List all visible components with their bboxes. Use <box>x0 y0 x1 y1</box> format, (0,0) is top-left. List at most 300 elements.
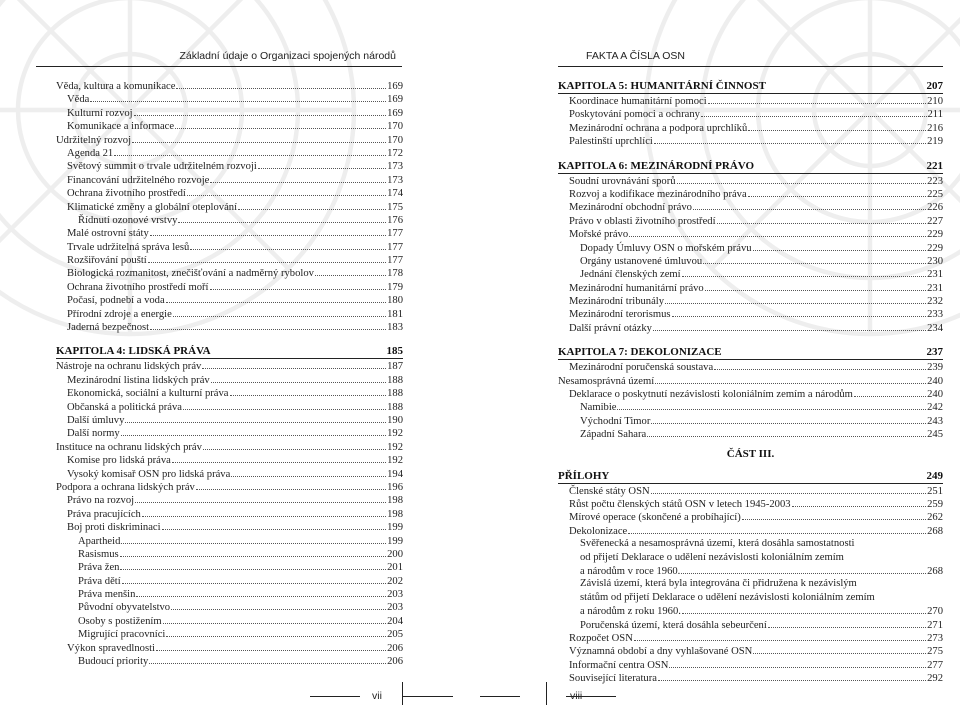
dot-leader <box>701 107 927 117</box>
entry-page: 277 <box>927 659 943 671</box>
toc-entry[interactable] <box>56 520 403 533</box>
entry-text: Výkon spravedlnosti <box>67 642 155 654</box>
dot-leader <box>703 254 926 264</box>
entry-text: Deklarace o poskytnutí nezávislosti koloniálním zemím a národům <box>569 389 853 401</box>
entry-text: Občanská a politická práva <box>67 401 183 413</box>
dot-leader <box>705 281 926 291</box>
dot-leader <box>854 387 926 397</box>
toc-entry[interactable] <box>558 241 943 254</box>
toc-entry[interactable] <box>56 600 403 613</box>
dot-leader <box>90 92 386 102</box>
dot-leader <box>149 654 386 664</box>
entry-text: Počasí, podnebí a voda <box>67 295 165 307</box>
entry-text: Rozpočet OSN <box>569 632 633 644</box>
header-rule <box>558 66 943 67</box>
toc-section <box>56 359 403 667</box>
toc-entry[interactable] <box>56 627 403 640</box>
chapter-heading[interactable] <box>56 344 403 359</box>
toc-entry[interactable] <box>56 106 403 119</box>
entry-text: Mezinárodní terorismus <box>569 309 671 321</box>
entry-text: Rasismus <box>78 548 119 560</box>
dot-leader <box>173 307 386 317</box>
spacer <box>56 333 403 344</box>
toc-entry[interactable] <box>56 359 403 372</box>
dot-leader <box>166 627 386 637</box>
chapter-title: KAPITOLA 4: LIDSKÁ PRÁVA <box>56 345 211 358</box>
entry-text: Ochrana životního prostředí moří <box>67 281 209 293</box>
dot-leader <box>175 119 386 129</box>
toc-entry[interactable] <box>558 94 943 107</box>
entry-page: 172 <box>387 147 403 159</box>
dot-leader <box>183 400 386 410</box>
entry-page: 188 <box>387 401 403 413</box>
entry-text: Trvale udržitelná správa lesů <box>67 241 190 253</box>
running-head: FAKTA A ČÍSLA OSN <box>586 50 686 62</box>
entry-page: 232 <box>927 296 943 308</box>
entry-page: 187 <box>387 361 403 373</box>
entry-page: 268 <box>927 565 943 577</box>
toc-entry[interactable] <box>558 187 943 200</box>
dot-leader <box>187 186 386 196</box>
crop-mark <box>402 682 403 705</box>
toc-entry[interactable] <box>558 254 943 267</box>
toc-entry[interactable] <box>56 240 403 253</box>
entry-page: 229 <box>927 242 943 254</box>
dot-leader <box>658 671 926 681</box>
toc-entry[interactable] <box>558 631 943 644</box>
toc-entry[interactable] <box>56 79 403 92</box>
toc-entry[interactable] <box>558 618 943 631</box>
dot-leader <box>122 574 386 584</box>
entry-text: Členské státy OSN <box>569 485 650 497</box>
entry-text: Kulturní rozvoj <box>67 107 133 119</box>
entry-page: 169 <box>387 94 403 106</box>
toc-entry[interactable] <box>558 321 943 334</box>
running-head: Základní údaje o Organizaci spojených národů <box>179 50 396 62</box>
entry-page: 239 <box>927 362 943 374</box>
dot-leader <box>634 631 926 641</box>
dot-leader <box>677 174 927 184</box>
entry-page: 170 <box>387 134 403 146</box>
dot-leader <box>315 266 386 276</box>
entry-text: Přírodní zdroje a energie <box>67 308 172 320</box>
entry-page: 203 <box>387 589 403 601</box>
entry-page: 199 <box>387 522 403 534</box>
dot-leader <box>647 427 926 437</box>
toc-entry[interactable] <box>558 307 943 320</box>
toc-entry[interactable] <box>56 413 403 426</box>
entry-page: 170 <box>387 121 403 133</box>
toc-entry-multiline[interactable] <box>558 537 943 577</box>
dot-leader <box>121 534 386 544</box>
entry-text: Namibie <box>580 402 617 414</box>
chapter-heading[interactable] <box>558 159 943 174</box>
entry-text: Informační centra OSN <box>569 659 669 671</box>
dot-leader <box>148 253 386 263</box>
toc-entry[interactable] <box>56 574 403 587</box>
entry-page: 169 <box>387 107 403 119</box>
toc-entry[interactable] <box>56 614 403 627</box>
entry-page: 204 <box>387 615 403 627</box>
entry-page: 240 <box>927 389 943 401</box>
entry-text: Práva menšin <box>78 589 136 601</box>
dot-leader <box>628 524 926 534</box>
toc-entry[interactable] <box>558 107 943 120</box>
toc-entry[interactable] <box>558 414 943 427</box>
chapter-title: KAPITOLA 6: MEZINÁRODNÍ PRÁVO <box>558 159 755 172</box>
entry-text: Palestinští uprchlíci <box>569 136 653 148</box>
entry-text: Mezinárodní humanitární právo <box>569 282 704 294</box>
entry-page: 233 <box>927 309 943 321</box>
entry-text: Komunikace a informace <box>67 121 175 133</box>
dot-leader <box>753 644 926 654</box>
entry-text: Podpora a ochrana lidských práv <box>56 481 195 493</box>
entry-page: 177 <box>387 228 403 240</box>
entry-page: 210 <box>927 96 943 107</box>
entry-text: státům od přijetí Deklarace o udělení nezávislosti koloniálním zemím <box>580 591 875 603</box>
dot-leader <box>162 520 387 530</box>
toc-entry[interactable] <box>56 280 403 293</box>
dot-leader <box>203 440 386 450</box>
toc-entry[interactable] <box>56 200 403 213</box>
toc-entry[interactable] <box>558 134 943 147</box>
toc-entry-multiline[interactable] <box>558 577 943 617</box>
toc-entry[interactable] <box>558 497 943 510</box>
entry-page: 206 <box>387 656 403 668</box>
entry-page: 198 <box>387 495 403 507</box>
chapter-heading[interactable] <box>558 469 943 484</box>
toc-entry[interactable] <box>558 227 943 240</box>
dot-leader <box>172 453 386 463</box>
dot-leader <box>202 359 386 369</box>
entry-page: 202 <box>387 575 403 587</box>
dot-leader <box>135 493 386 503</box>
entry-page: 181 <box>387 308 403 320</box>
toc-entry[interactable] <box>558 374 943 387</box>
dot-leader <box>693 200 926 210</box>
entry-page: 275 <box>927 646 943 658</box>
entry-text: Řídnutí ozonové vrstvy <box>78 214 178 226</box>
header-rule <box>36 66 402 67</box>
toc-entry[interactable] <box>558 644 943 657</box>
entry-text: Mořské právo <box>569 229 629 241</box>
entry-page: 225 <box>927 188 943 200</box>
entry-page: 180 <box>387 295 403 307</box>
toc-entry[interactable] <box>56 173 403 186</box>
dot-leader <box>681 564 926 574</box>
entry-text: Udržitelný rozvoj <box>56 134 132 146</box>
entry-page: 173 <box>387 174 403 186</box>
toc-entry[interactable] <box>56 426 403 439</box>
entry-page: 273 <box>927 632 943 644</box>
entry-text: Soudní urovnávání sporů <box>569 175 676 187</box>
entry-text: Financování udržitelného rozvoje <box>67 174 210 186</box>
entry-text: Mezinárodní poručenská soustava <box>569 362 714 374</box>
toc-entry[interactable] <box>558 267 943 280</box>
toc-entry[interactable] <box>558 671 943 684</box>
entry-page: 178 <box>387 268 403 280</box>
table-of-contents <box>56 79 403 667</box>
dot-leader <box>742 510 926 520</box>
toc-entry[interactable] <box>56 373 403 386</box>
entry-page: 242 <box>927 402 943 414</box>
toc-entry[interactable] <box>56 293 403 306</box>
dot-leader <box>178 213 386 223</box>
toc-section <box>558 174 943 335</box>
dot-leader <box>655 374 926 384</box>
entry-text: Rozšiřování pouští <box>67 255 147 267</box>
entry-text: Právo v oblasti životního prostředí <box>569 215 716 227</box>
entry-text: Svěřenecká a nesamosprávná území, která dosáhla samostatnosti <box>580 538 855 550</box>
entry-text: Vysoký komisař OSN pro lidská práva <box>67 468 231 480</box>
dot-leader <box>210 173 386 183</box>
entry-page: 226 <box>927 202 943 214</box>
entry-page: 219 <box>927 136 943 148</box>
toc-entry[interactable] <box>56 186 403 199</box>
dot-leader <box>629 227 926 237</box>
dot-leader <box>792 497 927 507</box>
entry-page: 188 <box>387 374 403 386</box>
entry-page: 198 <box>387 508 403 520</box>
dot-leader <box>708 94 926 104</box>
entry-page: 245 <box>927 429 943 441</box>
entry-text: Ekonomická, sociální a kulturní práva <box>67 388 229 400</box>
toc-entry[interactable] <box>56 560 403 573</box>
entry-page: 231 <box>927 282 943 294</box>
entry-page: 270 <box>927 606 943 618</box>
part-heading: ČÁST III. <box>726 447 775 460</box>
dot-leader <box>166 293 386 303</box>
dot-leader <box>121 426 386 436</box>
toc-entry[interactable] <box>56 400 403 413</box>
entry-text: Klimatické změny a globální oteplování <box>67 201 238 213</box>
dot-leader <box>717 214 927 224</box>
entry-page: 200 <box>387 548 403 560</box>
entry-text: Práva žen <box>78 562 120 574</box>
entry-text: Dopady Úmluvy OSN o mořském právu <box>580 242 752 254</box>
dot-leader <box>190 240 386 250</box>
toc-entry[interactable] <box>56 654 403 667</box>
toc-entry[interactable] <box>558 200 943 213</box>
entry-text: Rozvoj a kodifikace mezinárodního práva <box>569 188 747 200</box>
entry-text: Ochrana životního prostředí <box>67 188 186 200</box>
entry-text: Mezinárodní ochrana a podpora uprchlíků <box>569 122 748 134</box>
entry-page: 194 <box>387 468 403 480</box>
toc-entry[interactable] <box>56 493 403 506</box>
toc-entry[interactable] <box>56 119 403 132</box>
dot-leader <box>156 641 386 651</box>
toc-section <box>558 94 943 148</box>
entry-text: Světový summit o trvale udržitelném rozvoji <box>67 161 257 173</box>
entry-page: 243 <box>927 415 943 427</box>
toc-entry[interactable] <box>558 510 943 523</box>
dot-leader <box>171 600 386 610</box>
dot-leader <box>669 658 926 668</box>
toc-entry[interactable] <box>56 467 403 480</box>
chapter-heading[interactable] <box>558 79 943 94</box>
entry-text: Mezinárodní tribunály <box>569 296 665 308</box>
toc-entry[interactable] <box>56 587 403 600</box>
entry-page: 292 <box>927 673 943 685</box>
toc-entry[interactable] <box>558 484 943 497</box>
toc-entry[interactable] <box>56 266 403 279</box>
toc-section <box>558 360 943 440</box>
toc-entry[interactable] <box>56 253 403 266</box>
toc-entry[interactable] <box>56 213 403 226</box>
entry-page: 227 <box>927 215 943 227</box>
entry-text: Poručenská území, která dosáhla sebeurčení <box>580 619 767 631</box>
entry-page: 183 <box>387 322 403 334</box>
toc-entry[interactable] <box>56 641 403 654</box>
toc-entry[interactable] <box>558 387 943 400</box>
entry-page: 240 <box>927 375 943 387</box>
toc-entry[interactable] <box>558 427 943 440</box>
toc-entry[interactable] <box>558 121 943 134</box>
toc-entry[interactable] <box>56 507 403 520</box>
dot-leader <box>258 159 386 169</box>
toc-entry[interactable] <box>558 524 943 537</box>
toc-entry[interactable] <box>56 159 403 172</box>
entry-text: Poskytování pomoci a ochrany <box>569 109 700 121</box>
toc-entry[interactable] <box>56 453 403 466</box>
dot-leader <box>748 187 926 197</box>
toc-entry[interactable] <box>56 307 403 320</box>
toc-entry[interactable] <box>56 480 403 493</box>
toc-entry[interactable] <box>56 146 403 159</box>
chapter-heading[interactable] <box>558 345 943 360</box>
dot-leader <box>142 507 386 517</box>
dot-leader <box>665 294 926 304</box>
toc-entry[interactable] <box>558 658 943 671</box>
crop-mark <box>546 682 547 705</box>
dot-leader <box>210 280 387 290</box>
toc-entry[interactable] <box>56 133 403 146</box>
entry-text: Další úmluvy <box>67 414 125 426</box>
toc-entry[interactable] <box>56 547 403 560</box>
entry-text: Věda <box>67 94 90 106</box>
entry-page: 177 <box>387 255 403 267</box>
dot-leader <box>714 360 926 370</box>
entry-text: Závislá území, která byla integrována či přidružena k nezávislým <box>580 578 857 590</box>
entry-page: 173 <box>387 161 403 173</box>
entry-text: Instituce na ochranu lidských práv <box>56 441 202 453</box>
dot-leader <box>163 614 387 624</box>
page-number: vii <box>372 690 382 702</box>
entry-page: 188 <box>387 388 403 400</box>
entry-text: Související literatura <box>569 673 657 685</box>
entry-text: Komise pro lidská práva <box>67 455 171 467</box>
right-page <box>480 0 960 705</box>
chapter-title: PŘÍLOHY <box>558 469 610 482</box>
chapter-page: 207 <box>926 80 943 92</box>
toc-entry[interactable] <box>558 281 943 294</box>
dot-leader <box>768 618 926 628</box>
entry-page: 206 <box>387 642 403 654</box>
entry-text: Nesamosprávná území <box>558 375 655 387</box>
dot-leader <box>672 307 927 317</box>
entry-page: 192 <box>387 428 403 440</box>
toc-section <box>558 618 943 685</box>
entry-page: 196 <box>387 481 403 493</box>
toc-entry[interactable] <box>56 226 403 239</box>
toc-entry[interactable] <box>558 360 943 373</box>
entry-page: 231 <box>927 269 943 281</box>
entry-page: 190 <box>387 414 403 426</box>
crop-mark <box>403 696 453 697</box>
entry-text: a národům z roku 1960. <box>580 606 681 618</box>
entry-text: Boj proti diskriminaci <box>67 522 161 534</box>
dot-leader <box>230 386 387 396</box>
entry-text: Jaderná bezpečnost <box>67 322 150 334</box>
entry-page: 174 <box>387 188 403 200</box>
entry-text: Migrující pracovníci <box>78 629 166 641</box>
entry-page: 177 <box>387 241 403 253</box>
page-number: viii <box>570 690 583 702</box>
toc-entry[interactable] <box>56 534 403 547</box>
entry-text: Původní obyvatelstvo <box>78 602 171 614</box>
entry-text: Mezinárodní obchodní právo <box>569 202 692 214</box>
entry-page: 268 <box>927 525 943 537</box>
toc-entry[interactable] <box>558 400 943 413</box>
dot-leader <box>238 200 386 210</box>
dot-leader <box>617 400 926 410</box>
dot-leader <box>136 587 386 597</box>
dot-leader <box>748 121 926 131</box>
toc-entry[interactable] <box>56 386 403 399</box>
table-of-contents <box>558 79 943 684</box>
entry-page: 169 <box>387 81 403 92</box>
dot-leader <box>150 226 386 236</box>
entry-text: Osoby s postižením <box>78 615 162 627</box>
dot-leader <box>211 373 386 383</box>
entry-page: 271 <box>927 619 943 631</box>
dot-leader <box>653 321 926 331</box>
toc-entry[interactable] <box>56 92 403 105</box>
entry-text: Růst počtu členských států OSN v letech 1945-2003 <box>569 498 791 510</box>
dot-leader <box>196 480 386 490</box>
entry-page: 192 <box>387 441 403 453</box>
chapter-page: 221 <box>926 159 943 172</box>
dot-leader <box>125 413 386 423</box>
dot-leader <box>651 414 926 424</box>
toc-entry[interactable] <box>558 214 943 227</box>
entry-text: Práva pracujících <box>67 508 141 520</box>
entry-text: Koordinace humanitární pomoci <box>569 96 707 107</box>
entry-page: 203 <box>387 602 403 614</box>
chapter-page: 237 <box>926 346 943 359</box>
entry-text: Malé ostrovní státy <box>67 228 149 240</box>
dot-leader <box>114 146 386 156</box>
dot-leader <box>120 547 386 557</box>
dot-leader <box>132 133 386 143</box>
entry-text: Apartheid <box>78 535 121 547</box>
crop-mark <box>480 696 520 697</box>
toc-entry[interactable] <box>56 320 403 333</box>
entry-page: 175 <box>387 201 403 213</box>
entry-page: 216 <box>927 122 943 134</box>
dot-leader <box>682 267 927 277</box>
toc-section <box>56 79 403 333</box>
toc-entry[interactable] <box>558 294 943 307</box>
dot-leader <box>651 484 926 494</box>
entry-text: a národům v roce 1960. <box>580 565 681 577</box>
toc-entry[interactable] <box>558 174 943 187</box>
toc-entry[interactable] <box>56 440 403 453</box>
entry-text: Právo na rozvoj <box>67 495 135 507</box>
toc-section <box>558 484 943 538</box>
entry-page: 262 <box>927 512 943 524</box>
entry-page: 211 <box>927 109 943 121</box>
